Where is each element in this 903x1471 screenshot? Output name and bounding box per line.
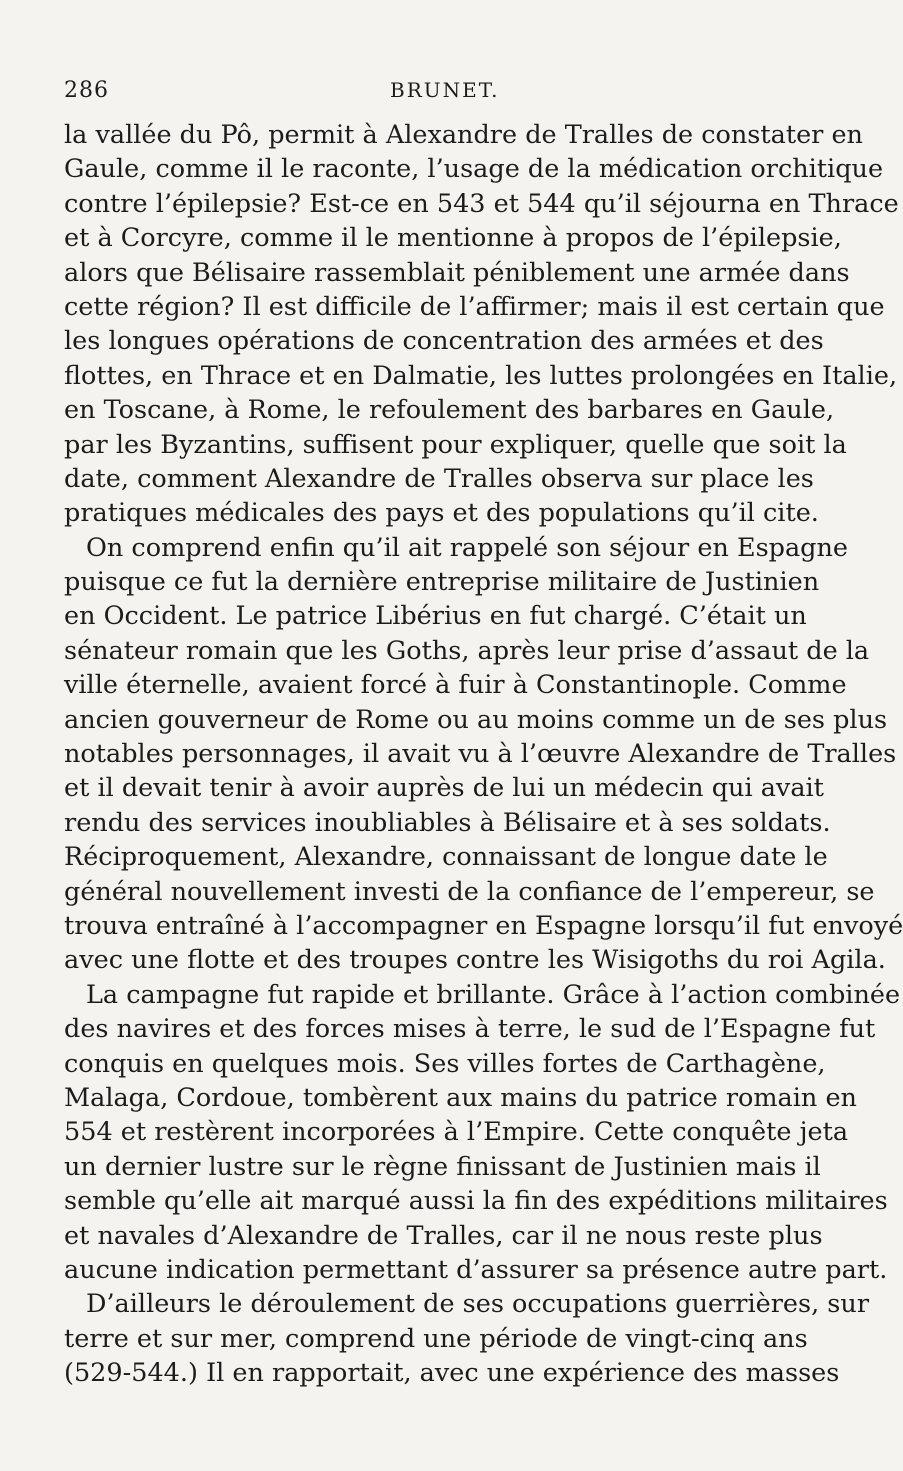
text-line: Gaule, comme il le raconte, l’usage de la médication orchitique <box>64 154 884 185</box>
text-line: date, comment Alexandre de Tralles observa sur place les <box>64 463 814 494</box>
text-line: contre l’épilepsie? Est-ce en 543 et 544 qu’il séjourna en Thrace <box>64 188 899 219</box>
text-line: rendu des services inoubliables à Bélisaire et à ses soldats. <box>64 807 831 838</box>
text-line: 554 et restèrent incorporées à l’Empire. Cette conquête jeta <box>64 1117 849 1148</box>
text-line: alors que Bélisaire rassemblait péniblement une armée dans <box>64 257 850 288</box>
text-line: la vallée du Pô, permit à Alexandre de Tralles de constater en <box>64 120 863 150</box>
text-line: conquis en quelques mois. Ses villes fortes de Carthagène, <box>64 1048 826 1079</box>
text-line: les longues opérations de concentration des armées et des <box>64 326 824 357</box>
body-text <box>64 118 903 1390</box>
page-number: 286 <box>64 78 109 103</box>
text-line: notables personnages, il avait vu à l’œuvre Alexandre de Tralles <box>64 739 897 770</box>
text-line: puisque ce fut la dernière entreprise militaire de Justinien <box>64 567 820 598</box>
text-line: sénateur romain que les Goths, après leur prise d’assaut de la <box>64 635 870 666</box>
text-line: et il devait tenir à avoir auprès de lui un médecin qui avait <box>64 773 824 804</box>
text-line: aucune indication permettant d’assurer sa présence autre part. <box>64 1254 888 1285</box>
text-line: cette région? Il est difficile de l’affirmer; mais il est certain que <box>64 291 885 322</box>
text-line: avec une flotte et des troupes contre les Wisigoths du roi Agila. <box>64 945 886 976</box>
text-line: (529-544.) Il en rapportait, avec une expérience des masses <box>64 1358 840 1389</box>
text-line: Malaga, Cordoue, tombèrent aux mains du patrice romain en <box>64 1082 857 1113</box>
text-line: On comprend enfin qu’il ait rappelé son séjour en Espagne <box>86 532 849 563</box>
text-line: des navires et des forces mises à terre, le sud de l’Espagne fut <box>64 1014 876 1045</box>
text-line: par les Byzantins, suffisent pour expliquer, quelle que soit la <box>64 429 847 460</box>
text-line: et à Corcyre, comme il le mentionne à propos de l’épilepsie, <box>64 223 842 254</box>
text-line: ancien gouverneur de Rome ou au moins comme un de ses plus <box>64 704 888 735</box>
text-line: terre et sur mer, comprend une période de vingt-cinq ans <box>64 1323 808 1354</box>
text-line: pratiques médicales des pays et des populations qu’il cite. <box>64 498 819 529</box>
text-line: trouva entraîné à l’accompagner en Espagne lorsqu’il fut envoyé <box>64 910 903 941</box>
text-line: général nouvellement investi de la confiance de l’empereur, se <box>64 876 875 907</box>
page-header <box>64 78 772 112</box>
text-line: ville éternelle, avaient forcé à fuir à Constantinople. Comme <box>64 670 847 701</box>
text-line: La campagne fut rapide et brillante. Grâce à l’action combinée <box>86 979 901 1010</box>
text-line: D’ailleurs le déroulement de ses occupations guerrières, sur <box>86 1289 870 1320</box>
text-line: en Occident. Le patrice Libérius en fut chargé. C’était un <box>64 601 807 632</box>
running-head: BRUNET. <box>390 78 500 102</box>
text-line: en Toscane, à Rome, le refoulement des barbares en Gaule, <box>64 395 835 426</box>
text-line: et navales d’Alexandre de Tralles, car il ne nous reste plus <box>64 1220 823 1251</box>
text-line: flottes, en Thrace et en Dalmatie, les luttes prolongées en Italie, <box>64 360 898 391</box>
text-line: Réciproquement, Alexandre, connaissant de longue date le <box>64 842 828 873</box>
text-line: un dernier lustre sur le règne finissant de Justinien mais il <box>64 1151 821 1182</box>
text-line: semble qu’elle ait marqué aussi la fin des expéditions militaires <box>64 1186 888 1217</box>
